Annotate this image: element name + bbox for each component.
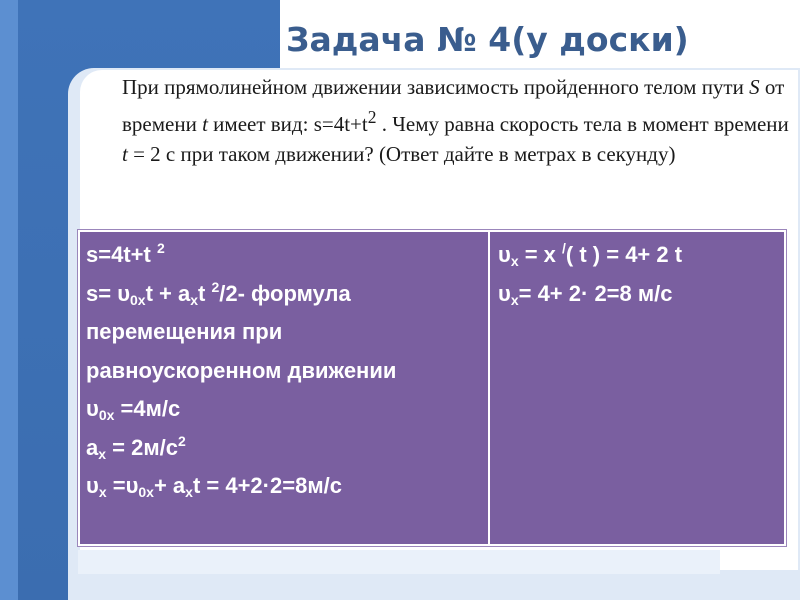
problem-text xyxy=(122,72,794,169)
text: t xyxy=(198,280,212,306)
formula-line xyxy=(86,467,482,506)
var-s: S xyxy=(749,75,760,99)
exponent: 2 xyxy=(211,278,220,295)
text: =4м/с xyxy=(114,396,181,421)
subscript: x xyxy=(510,253,519,269)
text: υ xyxy=(86,396,99,421)
problem-part: . Чему равна скорость тела в момент времени xyxy=(376,112,789,136)
subscript: x xyxy=(98,445,107,462)
text: υ xyxy=(86,473,99,498)
text: υ xyxy=(498,280,511,306)
formula-line xyxy=(86,275,482,314)
bottom-decor-bar xyxy=(78,550,720,574)
text: + a xyxy=(153,473,186,498)
subscript: 0x xyxy=(138,484,154,500)
subscript: 0x xyxy=(130,291,146,308)
problem-part: При прямолинейном движении зависимость пройденного телом пути xyxy=(122,75,750,99)
text: s=4t+t xyxy=(86,242,157,267)
var-t: t xyxy=(122,142,128,166)
formula-line: равноускоренном движении xyxy=(86,357,397,383)
text: a xyxy=(86,434,99,460)
subscript: x xyxy=(190,291,199,308)
formula-line xyxy=(86,390,482,429)
formula-line xyxy=(498,236,776,275)
text: = 2м/с xyxy=(106,434,178,460)
exponent: 2 xyxy=(367,107,377,127)
text: ( t ) = 4+ 2 t xyxy=(565,242,683,267)
formula-line xyxy=(86,236,482,275)
exponent: 2 xyxy=(177,432,186,449)
problem-part: = 2 с при таком движении? (Ответ дайте в метрах в секунду) xyxy=(127,142,676,166)
var-t: t xyxy=(202,112,208,136)
text: /2- формула xyxy=(219,280,351,306)
text: υ xyxy=(498,242,511,267)
problem-part: имеет вид: s=4t+t xyxy=(207,112,368,136)
text: =υ xyxy=(106,473,139,498)
left-light-stripe xyxy=(0,0,18,600)
prime-mark: / xyxy=(562,240,566,256)
formula-line xyxy=(498,275,776,314)
exponent: 2 xyxy=(156,240,165,256)
subscript: x xyxy=(98,484,107,500)
text: s= υ xyxy=(86,280,130,306)
solution-cell-right xyxy=(490,232,784,544)
solution-cell-left xyxy=(80,232,490,544)
slide-title: Задача № 4(у доски) xyxy=(286,20,689,59)
text: t = 4+2·2=8м/с xyxy=(192,473,342,498)
text: = 4+ 2· 2=8 м/с xyxy=(518,280,673,306)
subscript: x xyxy=(510,291,519,308)
problem-part: от времени xyxy=(122,75,785,136)
subscript: x xyxy=(185,484,193,500)
text: = x xyxy=(518,242,563,267)
solution-table xyxy=(78,230,786,546)
subscript: 0x xyxy=(98,407,115,423)
formula-line xyxy=(86,429,482,468)
text: t + a xyxy=(145,280,191,306)
formula-line: перемещения при xyxy=(86,319,283,344)
